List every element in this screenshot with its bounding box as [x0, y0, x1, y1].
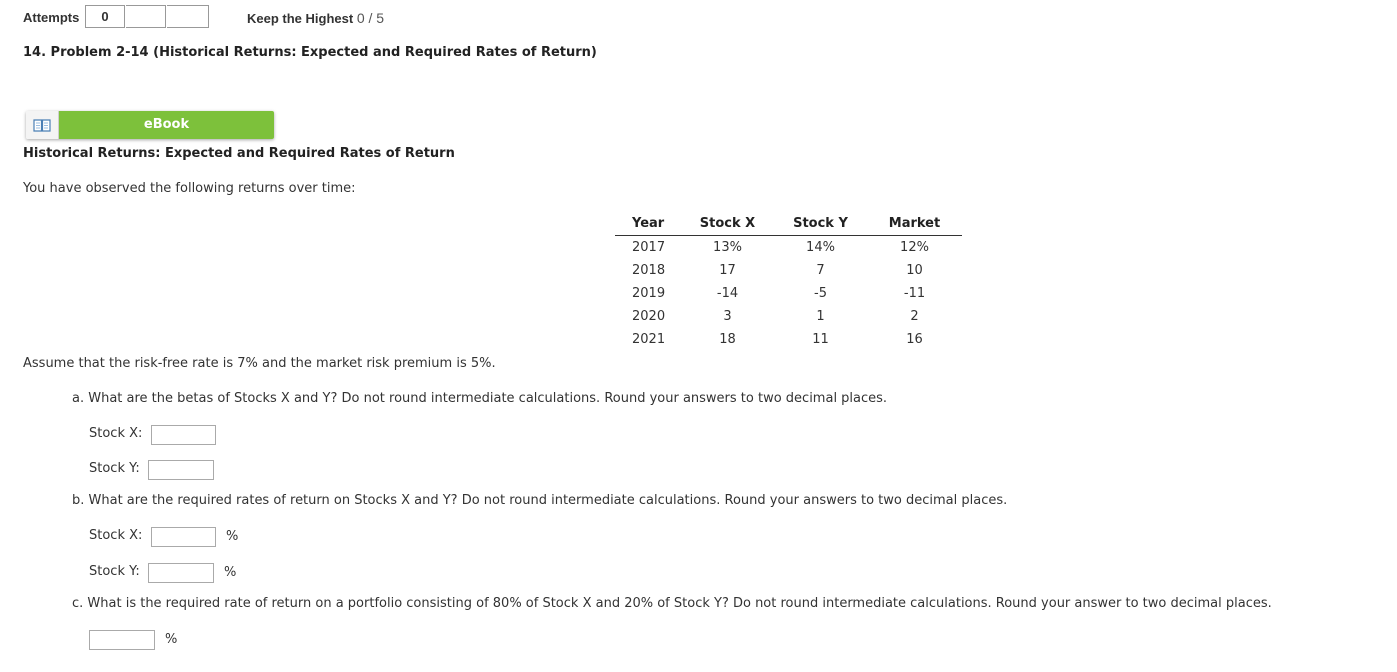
ebook-label: eBook — [59, 111, 274, 139]
table-row — [615, 305, 962, 328]
beta-stock-x-input[interactable] — [151, 425, 216, 445]
table-row — [615, 236, 962, 260]
market-cell: 12% — [900, 240, 929, 255]
ebook-button[interactable] — [26, 111, 274, 139]
stock-x-cell: -14 — [716, 286, 739, 301]
field-label-stock-x: Stock X: — [89, 528, 143, 543]
table-row — [615, 282, 962, 305]
market-cell: 2 — [910, 309, 919, 324]
stock-x-cell: 18 — [719, 332, 736, 347]
stock-y-cell: 1 — [816, 309, 825, 324]
assumption-text: Assume that the risk-free rate is 7% and the market risk premium is 5%. — [23, 356, 496, 371]
book-icon — [26, 111, 59, 139]
column-header-stock-y: Stock Y — [774, 212, 867, 236]
keep-highest-label — [247, 10, 384, 26]
attempt-box-empty — [126, 5, 166, 28]
section-title: Historical Returns: Expected and Required Rates of Return — [23, 146, 455, 161]
intro-text: You have observed the following returns over time: — [23, 181, 356, 196]
column-header-market: Market — [867, 212, 962, 236]
year-cell: 2021 — [632, 332, 666, 347]
table-header-row — [615, 212, 962, 236]
stock-x-cell: 17 — [719, 263, 736, 278]
table-row — [615, 328, 962, 351]
stock-x-cell: 3 — [723, 309, 732, 324]
percent-unit: % — [224, 565, 237, 580]
question-c-text: c. What is the required rate of return on a portfolio consisting of 80% of Stock X and 20% of Stock Y? Do not round intermediate calculations. Round your answer to two decimal places. — [72, 596, 1272, 611]
stock-x-cell: 13% — [713, 240, 742, 255]
returns-table — [615, 212, 962, 351]
market-cell: 10 — [906, 263, 923, 278]
year-cell: 2020 — [632, 309, 666, 324]
percent-unit: % — [165, 632, 178, 647]
question-b-text: b. What are the required rates of return on Stocks X and Y? Do not round intermediate calculations. Round your answers to two decimal places. — [72, 493, 1008, 508]
attempts-count: 0 — [85, 5, 125, 28]
problem-title: 14. Problem 2-14 (Historical Returns: Expected and Required Rates of Return) — [23, 45, 597, 60]
column-header-year: Year — [615, 212, 681, 236]
year-cell: 2019 — [632, 286, 666, 301]
column-header-stock-x: Stock X — [681, 212, 774, 236]
table-row — [615, 259, 962, 282]
required-return-stock-y-input[interactable] — [148, 563, 214, 583]
stock-y-cell: 14% — [806, 240, 835, 255]
stock-y-cell: 11 — [812, 332, 829, 347]
percent-unit: % — [226, 529, 239, 544]
market-cell: -11 — [903, 286, 926, 301]
field-label-stock-x: Stock X: — [89, 426, 143, 441]
year-cell: 2017 — [632, 240, 666, 255]
stock-y-cell: 7 — [816, 263, 825, 278]
attempts-label: Attempts — [23, 10, 80, 25]
required-return-stock-x-input[interactable] — [151, 527, 216, 547]
field-label-stock-y: Stock Y: — [89, 564, 140, 579]
question-a-text: a. What are the betas of Stocks X and Y? Do not round intermediate calculations. Round your answers to two decimal places. — [72, 391, 888, 406]
market-cell: 16 — [906, 332, 923, 347]
portfolio-return-input[interactable] — [89, 630, 155, 650]
attempt-box-empty — [167, 5, 209, 28]
year-cell: 2018 — [632, 263, 666, 278]
field-label-stock-y: Stock Y: — [89, 461, 140, 476]
keep-highest-text: Keep the Highest — [247, 11, 354, 26]
stock-y-cell: -5 — [814, 286, 827, 301]
score-value: 0 / 5 — [356, 10, 385, 26]
beta-stock-y-input[interactable] — [148, 460, 214, 480]
